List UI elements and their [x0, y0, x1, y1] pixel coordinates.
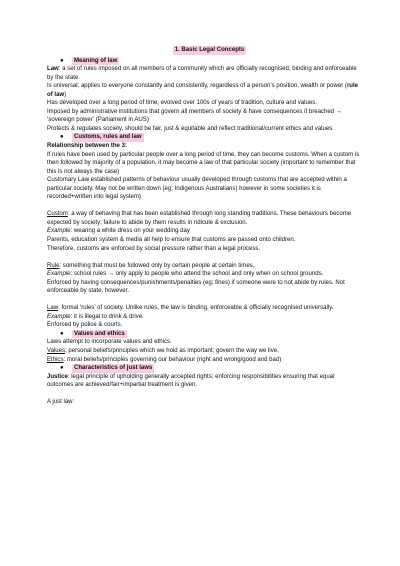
rule-example-text: : school rules → only apply to people who attend the school and only when on school grounds.	[70, 271, 324, 278]
values-def-text: : personal beliefs/principles which we hold as important; govern the way we live.	[65, 348, 279, 354]
customs-paragraph-2: Customary Law established patterns of behaviour usually developed through customs that are accepted within a particular society. May not be written down (eg; Indigenous Australians) however in some societies it is recorded+written into legal system)	[47, 177, 347, 201]
heading-customs-rules-law: Customs, rules and law	[74, 134, 142, 141]
custom-paragraph-2: Parents, education system & media all help to ensure that customs are passed onto children.	[47, 236, 296, 243]
section-heading-meaning	[47, 57, 362, 66]
values-definition	[47, 347, 362, 356]
spacer	[47, 202, 362, 211]
relationship-text: Relationship between the 3:	[47, 143, 127, 150]
custom-definition	[47, 210, 362, 227]
protects-paragraph: Protects & regulates society, should be fair, just & equitable and reflect traditional/current ethics and values.	[47, 125, 334, 132]
law-term: Law	[47, 66, 59, 73]
law2-paragraph-2: Enforced by police & courts.	[47, 322, 123, 329]
rule-def-text: : something that must be followed only by certain people at certain times.	[59, 262, 255, 269]
heading-values-ethics: Values and ethics	[74, 330, 125, 337]
justice-definition	[47, 373, 362, 390]
universal-end: )	[64, 91, 67, 98]
bullet-icon: ●	[60, 57, 64, 64]
law-definition-text: : a set of rules imposed on all members of a community which are officially recognised, binding and enforceable by the state.	[47, 66, 357, 81]
title-row	[47, 46, 362, 55]
law2-example	[47, 313, 362, 322]
bullet-icon: ●	[60, 134, 64, 141]
bullet-icon: ●	[60, 330, 64, 337]
heading-just-laws: Characteristics of just laws	[74, 365, 153, 372]
law2-example-text: : it is illegal to drink & drive.	[70, 313, 144, 320]
example-label: Example	[47, 228, 71, 235]
universal-text: Is universal: applies to everyone constantly and consistently, regardless of a person’s position, wealth or power (	[47, 83, 347, 90]
imposed-paragraph: Imposed by administrative institutions that govern all members of society & have consequences if breached → ‘sovereign power’ (Parliament in AUS)	[47, 108, 342, 124]
a-just-law: A just law:	[47, 399, 75, 406]
bullet-icon: ●	[60, 365, 64, 372]
spacer	[47, 390, 362, 399]
heading-meaning-of-law: Meaning of law	[74, 57, 118, 64]
section-heading-customs	[47, 133, 362, 142]
example-label: Example	[47, 313, 71, 320]
custom-example	[47, 227, 362, 236]
justice-term: Justice	[47, 373, 68, 380]
section-heading-values	[47, 330, 362, 339]
customs-paragraph-1: If rules have been used by particular people over a long period of time, they can become customs. When a custom is then followed by majority of a population, it may become a law of that particular society (important to remember that this is not always the case)	[47, 151, 360, 175]
section-heading-just-laws	[47, 364, 362, 373]
rule-paragraph-2: Enforced by having consequences/punishments/penalties (eg; fines) if someone were to not abide by rules. Not enforceable by state, however.	[47, 279, 345, 295]
page-title: 1. Basic Legal Concepts	[174, 47, 245, 53]
custom-def-text: : a way of behaving that has been established through long standing traditions. These behaviours become expected by society; failure to abide by them results in ridicule & exclusion.	[47, 211, 352, 226]
values-paragraph-1: Laws attempt to incorporate values and ethics.	[47, 339, 172, 346]
custom-example-text: : wearing a white dress on your wedding day	[70, 228, 190, 235]
justice-def-text: : legal principle of upholding generally accepted rights; enforcing responsibilities ensuring that equal outcomes are achieved/fair+impartial treatment is given.	[47, 373, 335, 389]
law2-def-text: : formal ‘rules’ of society. Unlike rules, the law is binding, enforceable & officially recognised universally.	[58, 305, 334, 312]
law2-definition	[47, 304, 362, 313]
law2-term: Law	[47, 305, 59, 312]
spacer	[47, 253, 362, 262]
developed-paragraph: Has developed over a long period of time, evolved over 100s of years of tradition, culture and values.	[47, 100, 317, 107]
custom-term: Custom	[47, 211, 68, 218]
rule-example	[47, 270, 362, 279]
ethics-term: Ethics	[47, 356, 64, 363]
ethics-def-text: : moral beliefs/principles governing our behaviour (right and wrong/good and bad)	[63, 356, 282, 363]
custom-paragraph-3: Therefore, customs are enforced by social pressure rather than a legal process.	[47, 245, 261, 252]
universal-paragraph	[47, 82, 362, 99]
law-definition	[47, 65, 362, 82]
rule-definition	[47, 262, 362, 271]
ethics-definition	[47, 356, 362, 365]
rule-of-law-term: rule of law	[47, 83, 359, 98]
relationship-subheading	[47, 142, 362, 151]
spacer	[47, 296, 362, 305]
example-label: Example	[47, 271, 71, 278]
rule-term: Rule	[47, 262, 60, 269]
values-term: Values	[47, 348, 66, 354]
